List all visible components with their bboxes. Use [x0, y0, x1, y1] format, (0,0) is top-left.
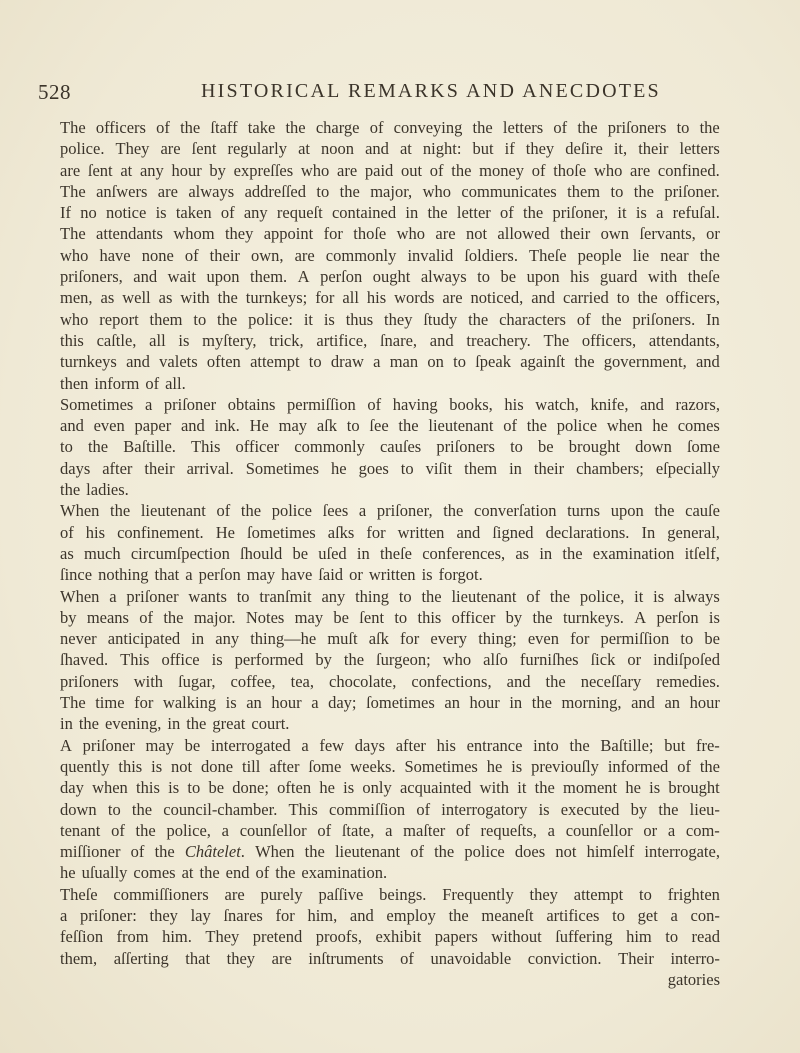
text-line: them, aſſerting that they are inſtruments of unavoidable conviction. Their interro- [60, 948, 720, 968]
text-line: Sometimes a priſoner obtains permiſſion of having books, his watch, knife, and razors, [60, 394, 720, 414]
text-line: he uſually comes at the end of the examination. [60, 863, 388, 883]
text-line: police. They are ſent regularly at noon and at night: but if they deſire it, their letters [60, 139, 720, 159]
text-line: Theſe commiſſioners are purely paſſive beings. Frequently they attempt to frighten [60, 884, 720, 904]
text-line: priſoners, and wait upon them. A perſon ought always to be upon his guard with theſe [60, 267, 720, 287]
text-line: The officers of the ſtaff take the charge of conveying the letters of the priſoners to the [60, 118, 720, 137]
text-line: day when this is to be done; often he is only acquainted with it the moment he is brought [60, 778, 720, 798]
text-line: the ladies. [60, 480, 129, 500]
text-line: are ſent at any hour by expreſſes who are paid out of the money of thoſe who are confined. [60, 160, 720, 180]
text-line: by means of the major. Notes may be ſent to this officer by the turnkeys. A perſon is [60, 607, 720, 627]
page-number: 528 [38, 80, 71, 104]
text-line: The time for walking is an hour a day; ſometimes an hour in the morning, and an hour [60, 693, 720, 713]
text-line: feſſion from him. They pretend proofs, exhibit papers without ſuffering him to read [60, 927, 720, 947]
text-line: a priſoner: they lay ſnares for him, and employ the meaneſt artifices to get a con- [60, 905, 720, 925]
text-line: and even paper and ink. He may aſk to ſee the lieutenant of the police when he comes [60, 416, 720, 436]
text-line: never anticipated in any thing—he muſt aſk for every thing; even for permiſſion to be [60, 629, 720, 649]
text-line: ſince nothing that a perſon may have ſaid or written is forgot. [60, 565, 483, 585]
body-text [60, 117, 720, 990]
text-line: A priſoner may be interrogated a few days after his entrance into the Baſtille; but fre- [60, 735, 720, 755]
text-line: who report them to the police: it is thus they ſtudy the characters of the priſoners. In [60, 309, 720, 329]
text-line: to the Baſtille. This officer commonly cauſes priſoners to be brought down ſome [60, 437, 720, 457]
text-line: down to the council-chamber. This commiſſion of interrogatory is executed by the lieu- [60, 799, 720, 819]
text-line: tenant of the police, a counſellor of ſtate, a maſter of requeſts, a counſellor or a com- [60, 820, 720, 840]
text-line: of his confinement. He ſometimes aſks for written and ſigned declarations. In general, [60, 522, 720, 542]
text-line: who have none of their own, are commonly invalid ſoldiers. Theſe people lie near the [60, 245, 720, 265]
text-line: men, as well as with the turnkeys; for all his words are noticed, and carried to the officers, [60, 288, 720, 308]
text-line: in the evening, in the great court. [60, 714, 290, 734]
text-line: The attendants whom they appoint for thoſe who are not allowed their own ſervants, or [60, 224, 720, 244]
text-line: days after their arrival. Sometimes he goes to viſit them in their chambers; eſpecially [60, 458, 720, 478]
text-line: quently this is not done till after ſome weeks. Sometimes he is previouſly informed of the [60, 756, 720, 776]
text-line: miſſioner of the Châtelet. When the lieutenant of the police does not himſelf interrogate, [60, 842, 720, 862]
text-line: turnkeys and valets often attempt to draw a man on to ſpeak againſt the government, and [60, 352, 720, 372]
text-line: If no notice is taken of any requeſt contained in the letter of the priſoner, it is a refuſal. [60, 203, 720, 223]
text-line: When a priſoner wants to tranſmit any thing to the lieutenant of the police, it is always [60, 586, 720, 606]
text-line: then inform of all. [60, 373, 186, 393]
text-line: as much circumſpection ſhould be uſed in theſe conferences, as in the examination itſelf, [60, 543, 720, 563]
running-head: HISTORICAL REMARKS AND ANECDOTES [201, 80, 661, 102]
text-line: When the lieutenant of the police ſees a priſoner, the converſation turns upon the cauſe [60, 501, 720, 521]
page-header [38, 78, 738, 108]
catchword: gatories [667, 969, 720, 989]
text-line: The anſwers are always addreſſed to the major, who communicates them to the priſoner. [60, 181, 720, 201]
text-line: this caſtle, all is myſtery, trick, artifice, ſnare, and treachery. The officers, attendants, [60, 330, 720, 350]
text-line: priſoners with ſugar, coffee, tea, chocolate, confections, and the neceſſary remedies. [60, 671, 720, 691]
text-line: ſhaved. This office is performed by the ſurgeon; who alſo furniſhes ſick or indiſpoſed [60, 650, 720, 670]
